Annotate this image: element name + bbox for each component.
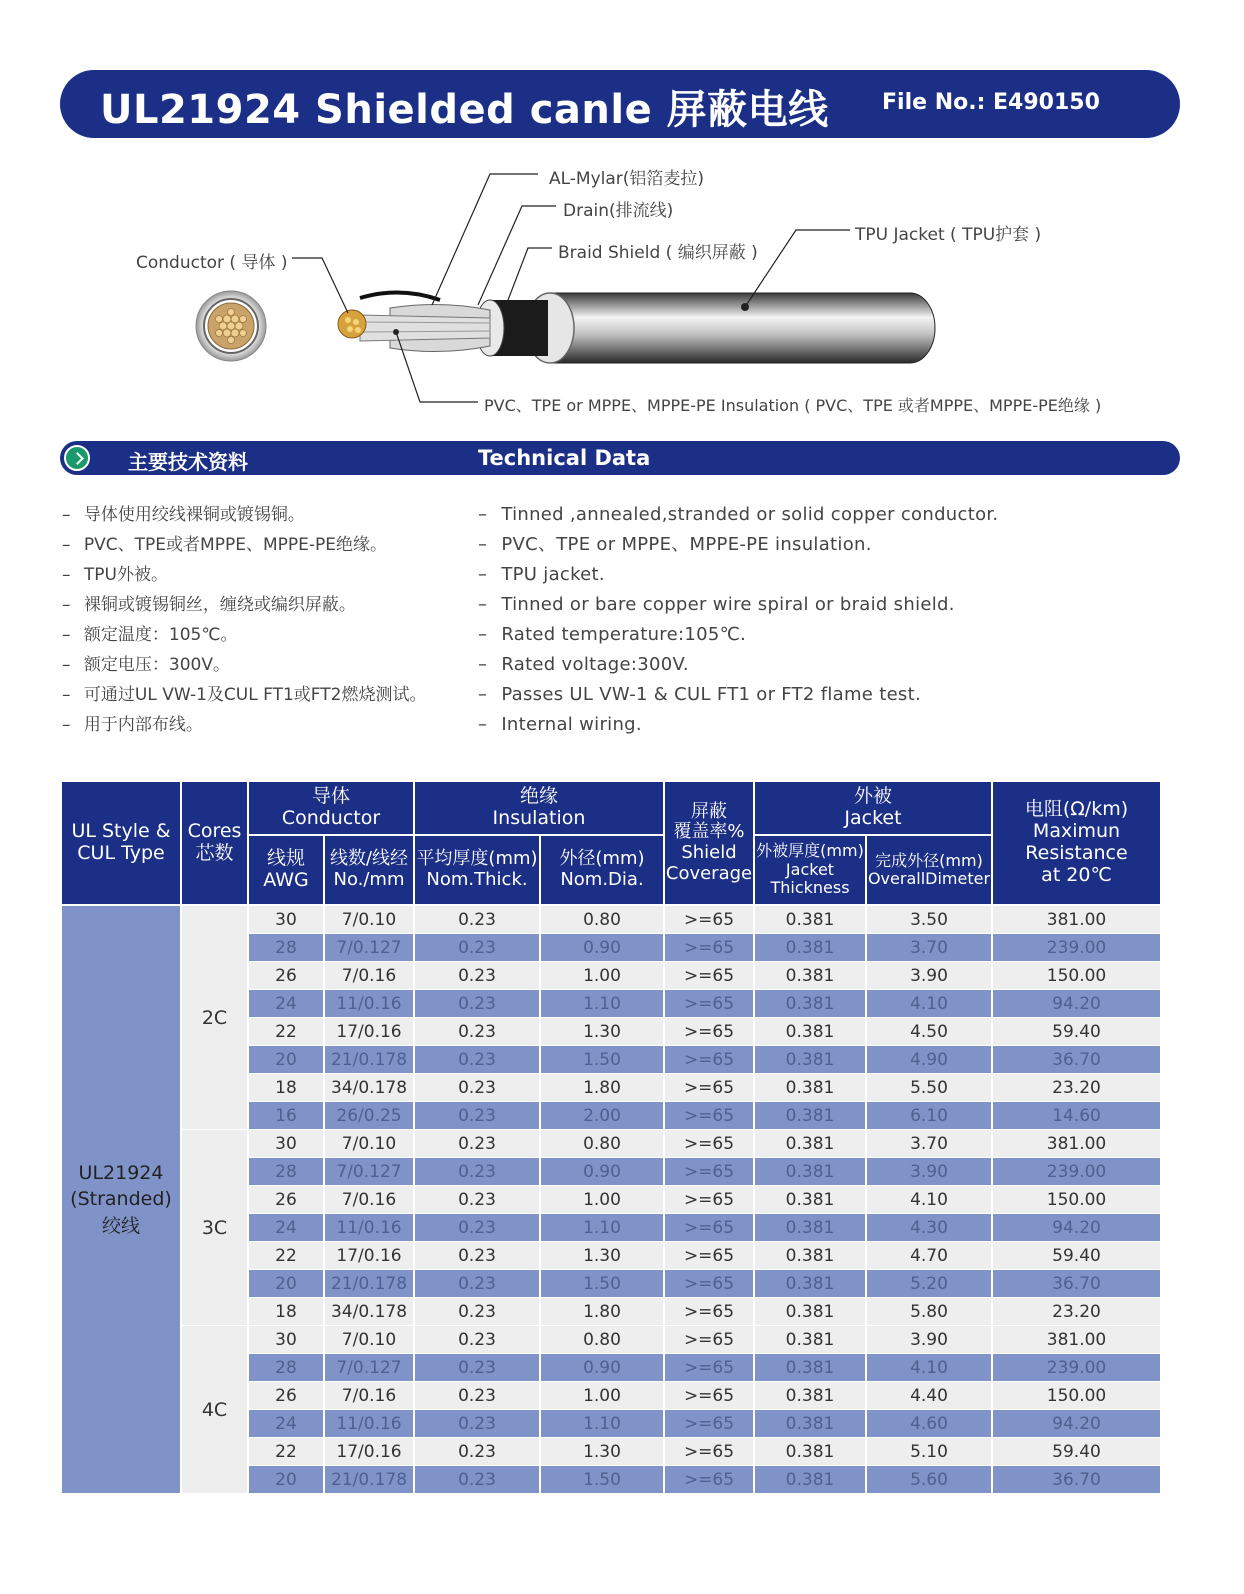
table-cell: 0.381 <box>754 1130 866 1158</box>
table-cell: >=65 <box>664 1158 754 1186</box>
al-mylar-label: AL-Mylar(铝箔麦拉) <box>549 169 705 189</box>
table-cell: 5.10 <box>866 1438 992 1466</box>
table-cell: 7/0.16 <box>324 1382 414 1410</box>
table-cell: 0.23 <box>414 1270 540 1298</box>
section-title-en: Technical Data <box>478 446 651 470</box>
table-cell: 0.381 <box>754 1382 866 1410</box>
table-cell: >=65 <box>664 1018 754 1046</box>
table-cell: 36.70 <box>992 1270 1161 1298</box>
table-cell: 0.381 <box>754 1046 866 1074</box>
table-cell: 3.90 <box>866 1158 992 1186</box>
insulation-label: PVC、TPE or MPPE、MPPE-PE Insulation ( PVC、TPE 或者MPPE、MPPE-PE绝缘 ) <box>484 396 1102 415</box>
table-cell: 4.10 <box>866 1186 992 1214</box>
table-cell: 5.20 <box>866 1270 992 1298</box>
table-row <box>61 905 1161 934</box>
table-cell: >=65 <box>664 1326 754 1354</box>
table-cell: 14.60 <box>992 1102 1161 1130</box>
table-cell: 381.00 <box>992 1326 1161 1354</box>
table-cell: 94.20 <box>992 990 1161 1018</box>
table-cell: 0.381 <box>754 1186 866 1214</box>
table-cell: 5.50 <box>866 1074 992 1102</box>
list-item: – Internal wiring. <box>478 710 998 740</box>
table-cell: 0.381 <box>754 1298 866 1326</box>
table-cell: 20 <box>248 1046 324 1074</box>
table-cell: 4.50 <box>866 1018 992 1046</box>
table-cell: 0.23 <box>414 1382 540 1410</box>
table-cell: 94.20 <box>992 1410 1161 1438</box>
table-cell: 0.381 <box>754 1214 866 1242</box>
table-cell: 17/0.16 <box>324 1018 414 1046</box>
table-cell: 7/0.10 <box>324 905 414 934</box>
table-cell: 11/0.16 <box>324 990 414 1018</box>
table-cell: 0.381 <box>754 1018 866 1046</box>
spec-table <box>60 780 1162 1494</box>
table-cell: 3.70 <box>866 1130 992 1158</box>
header-awg: 线规 AWG <box>248 835 324 905</box>
table-cell: 0.23 <box>414 1214 540 1242</box>
list-item: – Tinned or bare copper wire spiral or braid shield. <box>478 590 998 620</box>
table-cell: 0.23 <box>414 1102 540 1130</box>
table-cell: 16 <box>248 1102 324 1130</box>
table-cell: 28 <box>248 934 324 962</box>
table-cell: 0.23 <box>414 1438 540 1466</box>
table-cell: 4.30 <box>866 1214 992 1242</box>
table-cell: 18 <box>248 1074 324 1102</box>
table-cell: 0.23 <box>414 1298 540 1326</box>
table-cell: >=65 <box>664 1074 754 1102</box>
table-cell: 0.381 <box>754 1410 866 1438</box>
table-cell: 1.00 <box>540 962 664 990</box>
table-cell: 0.381 <box>754 1466 866 1494</box>
table-cell: 0.381 <box>754 962 866 990</box>
table-cell: 0.381 <box>754 1074 866 1102</box>
table-cell: 11/0.16 <box>324 1410 414 1438</box>
table-cell: 239.00 <box>992 1158 1161 1186</box>
table-cell: 22 <box>248 1018 324 1046</box>
page-title: UL21924 Shielded canle 屏蔽电线 <box>100 87 829 133</box>
table-cell: 150.00 <box>992 1382 1161 1410</box>
table-cell: 21/0.178 <box>324 1046 414 1074</box>
table-cell: 24 <box>248 990 324 1018</box>
table-cell: 26 <box>248 962 324 990</box>
list-item: – 额定温度：105℃。 <box>62 620 426 650</box>
table-cell: 1.30 <box>540 1242 664 1270</box>
table-cell: 150.00 <box>992 962 1161 990</box>
table-cell: 3.70 <box>866 934 992 962</box>
table-cell: 0.23 <box>414 1354 540 1382</box>
table-cell: 7/0.16 <box>324 1186 414 1214</box>
table-cell: 7/0.127 <box>324 934 414 962</box>
list-item: – Tinned ,annealed,stranded or solid copper conductor. <box>478 500 998 530</box>
table-cell: >=65 <box>664 1410 754 1438</box>
section-title-cn: 主要技术资料 <box>128 450 248 474</box>
table-cell: 7/0.10 <box>324 1326 414 1354</box>
table-cell: 1.30 <box>540 1018 664 1046</box>
table-cell: 1.50 <box>540 1270 664 1298</box>
table-row <box>61 1130 1161 1158</box>
table-cell: 0.381 <box>754 1242 866 1270</box>
table-cell: >=65 <box>664 1438 754 1466</box>
table-cell: 0.381 <box>754 1102 866 1130</box>
table-cell: 0.90 <box>540 1158 664 1186</box>
table-cell: 0.381 <box>754 1270 866 1298</box>
table-cell: 1.10 <box>540 990 664 1018</box>
table-cell: 3.50 <box>866 905 992 934</box>
table-cell: >=65 <box>664 1242 754 1270</box>
table-cell: 23.20 <box>992 1074 1161 1102</box>
table-cell: 24 <box>248 1410 324 1438</box>
table-cell: 0.23 <box>414 1046 540 1074</box>
title-banner <box>60 70 1180 138</box>
cores-cell: 2C <box>181 905 248 1130</box>
table-cell: 5.80 <box>866 1298 992 1326</box>
table-cell: 0.23 <box>414 1074 540 1102</box>
spec-table-body <box>61 905 1161 1494</box>
table-cell: 0.381 <box>754 1354 866 1382</box>
table-cell: 3.90 <box>866 1326 992 1354</box>
table-cell: 5.60 <box>866 1466 992 1494</box>
table-cell: >=65 <box>664 990 754 1018</box>
table-cell: 0.90 <box>540 1354 664 1382</box>
table-cell: 1.50 <box>540 1466 664 1494</box>
table-cell: 22 <box>248 1242 324 1270</box>
table-cell: 34/0.178 <box>324 1074 414 1102</box>
header-nom-thick: 平均厚度(mm) Nom.Thick. <box>414 835 540 905</box>
table-cell: >=65 <box>664 1130 754 1158</box>
list-item: – 可通过UL VW-1及CUL FT1或FT2燃烧测试。 <box>62 680 426 710</box>
header-jacket-thickness: 外被厚度(mm) Jacket Thickness <box>754 835 866 905</box>
file-number: File No.: E490150 <box>882 90 1100 115</box>
table-cell: >=65 <box>664 1382 754 1410</box>
table-cell: 0.23 <box>414 1466 540 1494</box>
table-cell: 26 <box>248 1186 324 1214</box>
table-cell: 21/0.178 <box>324 1270 414 1298</box>
table-cell: 30 <box>248 905 324 934</box>
table-cell: >=65 <box>664 934 754 962</box>
table-cell: 22 <box>248 1438 324 1466</box>
list-item: – 额定电压：300V。 <box>62 650 426 680</box>
table-cell: 30 <box>248 1326 324 1354</box>
table-cell: >=65 <box>664 1354 754 1382</box>
table-cell: 11/0.16 <box>324 1214 414 1242</box>
header-strand: 线数/线经 No./mm <box>324 835 414 905</box>
tpu-jacket-label: TPU Jacket ( TPU护套 ) <box>855 225 1042 245</box>
table-cell: 0.80 <box>540 1326 664 1354</box>
table-cell: >=65 <box>664 1298 754 1326</box>
table-cell: >=65 <box>664 905 754 934</box>
table-cell: 0.23 <box>414 905 540 934</box>
list-item: – TPU外被。 <box>62 560 426 590</box>
table-cell: 6.10 <box>866 1102 992 1130</box>
table-cell: 20 <box>248 1270 324 1298</box>
braid-shield-label: Braid Shield ( 编织屏蔽 ) <box>558 243 758 263</box>
table-cell: 4.10 <box>866 990 992 1018</box>
table-cell: 7/0.127 <box>324 1354 414 1382</box>
list-item: – Rated voltage:300V. <box>478 650 998 680</box>
table-cell: 17/0.16 <box>324 1242 414 1270</box>
list-item: – Rated temperature:105℃. <box>478 620 998 650</box>
list-item: – PVC、TPE or MPPE、MPPE-PE insulation. <box>478 530 998 560</box>
table-cell: 28 <box>248 1158 324 1186</box>
table-cell: 24 <box>248 1214 324 1242</box>
table-cell: 23.20 <box>992 1298 1161 1326</box>
table-cell: 0.80 <box>540 905 664 934</box>
list-item: – Passes UL VW-1 & CUL FT1 or FT2 flame test. <box>478 680 998 710</box>
header-insulation: 绝缘 Insulation <box>414 781 664 835</box>
table-cell: 7/0.10 <box>324 1130 414 1158</box>
table-cell: 36.70 <box>992 1466 1161 1494</box>
drain-label: Drain(排流线) <box>563 201 674 221</box>
table-cell: 28 <box>248 1354 324 1382</box>
table-cell: 0.23 <box>414 1186 540 1214</box>
table-cell: 20 <box>248 1466 324 1494</box>
table-cell: 239.00 <box>992 1354 1161 1382</box>
table-cell: 4.40 <box>866 1382 992 1410</box>
table-cell: 0.23 <box>414 1242 540 1270</box>
table-cell: 94.20 <box>992 1214 1161 1242</box>
table-cell: 0.80 <box>540 1130 664 1158</box>
table-cell: 7/0.16 <box>324 962 414 990</box>
table-cell: 0.23 <box>414 1018 540 1046</box>
table-cell: 0.90 <box>540 934 664 962</box>
table-cell: 0.23 <box>414 962 540 990</box>
table-cell: 7/0.127 <box>324 1158 414 1186</box>
cable-illustration <box>60 150 1180 430</box>
table-cell: 381.00 <box>992 905 1161 934</box>
header-nom-dia: 外径(mm) Nom.Dia. <box>540 835 664 905</box>
list-item: – TPU jacket. <box>478 560 998 590</box>
table-cell: 4.70 <box>866 1242 992 1270</box>
table-cell: >=65 <box>664 1214 754 1242</box>
table-cell: 30 <box>248 1130 324 1158</box>
table-cell: 381.00 <box>992 1130 1161 1158</box>
table-cell: 239.00 <box>992 934 1161 962</box>
table-cell: 1.50 <box>540 1046 664 1074</box>
table-cell: 34/0.178 <box>324 1298 414 1326</box>
table-cell: 59.40 <box>992 1242 1161 1270</box>
table-cell: >=65 <box>664 1102 754 1130</box>
header-overall-diameter: 完成外径(mm) OverallDimeter <box>866 835 992 905</box>
table-cell: 59.40 <box>992 1438 1161 1466</box>
tech-list-en <box>478 500 998 740</box>
table-cell: 3.90 <box>866 962 992 990</box>
table-cell: >=65 <box>664 1186 754 1214</box>
table-cell: 1.80 <box>540 1298 664 1326</box>
ul-style-cell: UL21924 (Stranded) 绞线 <box>61 905 181 1494</box>
table-cell: >=65 <box>664 1466 754 1494</box>
header-cores: Cores 芯数 <box>181 781 248 905</box>
cores-cell: 3C <box>181 1130 248 1326</box>
table-cell: 0.381 <box>754 1326 866 1354</box>
list-item: – PVC、TPE或者MPPE、MPPE-PE绝缘。 <box>62 530 426 560</box>
table-cell: 0.381 <box>754 1158 866 1186</box>
table-cell: >=65 <box>664 1270 754 1298</box>
table-cell: 1.00 <box>540 1382 664 1410</box>
table-cell: 0.381 <box>754 1438 866 1466</box>
cores-cell: 4C <box>181 1326 248 1494</box>
table-cell: 17/0.16 <box>324 1438 414 1466</box>
table-cell: 150.00 <box>992 1186 1161 1214</box>
table-cell: 1.10 <box>540 1214 664 1242</box>
header-shield-coverage: 屏蔽 覆盖率% Shield Coverage <box>664 781 754 905</box>
table-cell: 26/0.25 <box>324 1102 414 1130</box>
table-cell: 0.381 <box>754 934 866 962</box>
table-cell: 0.23 <box>414 1130 540 1158</box>
table-cell: 4.10 <box>866 1354 992 1382</box>
conductor-label: Conductor ( 导体 ) <box>136 253 288 273</box>
table-cell: 0.23 <box>414 1410 540 1438</box>
table-cell: 0.23 <box>414 990 540 1018</box>
table-cell: 0.23 <box>414 1326 540 1354</box>
table-cell: 0.381 <box>754 905 866 934</box>
header-jacket: 外被 Jacket <box>754 781 992 835</box>
header-resistance: 电阻(Ω/km) Maximun Resistance at 20℃ <box>992 781 1161 905</box>
table-cell: 21/0.178 <box>324 1466 414 1494</box>
table-cell: >=65 <box>664 962 754 990</box>
table-cell: 59.40 <box>992 1018 1161 1046</box>
table-cell: 18 <box>248 1298 324 1326</box>
table-cell: >=65 <box>664 1046 754 1074</box>
technical-data-bar <box>60 441 1180 475</box>
header-ul-style: UL Style & CUL Type <box>61 781 181 905</box>
table-cell: 0.23 <box>414 934 540 962</box>
table-cell: 1.80 <box>540 1074 664 1102</box>
list-item: – 导体使用绞线裸铜或镀锡铜。 <box>62 500 426 530</box>
table-cell: 4.90 <box>866 1046 992 1074</box>
tech-list-cn <box>62 500 426 740</box>
cable-diagram <box>60 150 1180 430</box>
table-cell: 2.00 <box>540 1102 664 1130</box>
table-cell: 0.23 <box>414 1158 540 1186</box>
table-cell: 1.10 <box>540 1410 664 1438</box>
table-cell: 36.70 <box>992 1046 1161 1074</box>
table-cell: 4.60 <box>866 1410 992 1438</box>
list-item: – 用于内部布线。 <box>62 710 426 740</box>
table-cell: 26 <box>248 1382 324 1410</box>
list-item: – 裸铜或镀锡铜丝，缠绕或编织屏蔽。 <box>62 590 426 620</box>
table-row <box>61 1326 1161 1354</box>
table-cell: 1.00 <box>540 1186 664 1214</box>
chevron-right-icon <box>64 445 90 471</box>
header-conductor: 导体 Conductor <box>248 781 414 835</box>
table-cell: 1.30 <box>540 1438 664 1466</box>
table-cell: 0.381 <box>754 990 866 1018</box>
cross-section-icon <box>196 291 266 361</box>
